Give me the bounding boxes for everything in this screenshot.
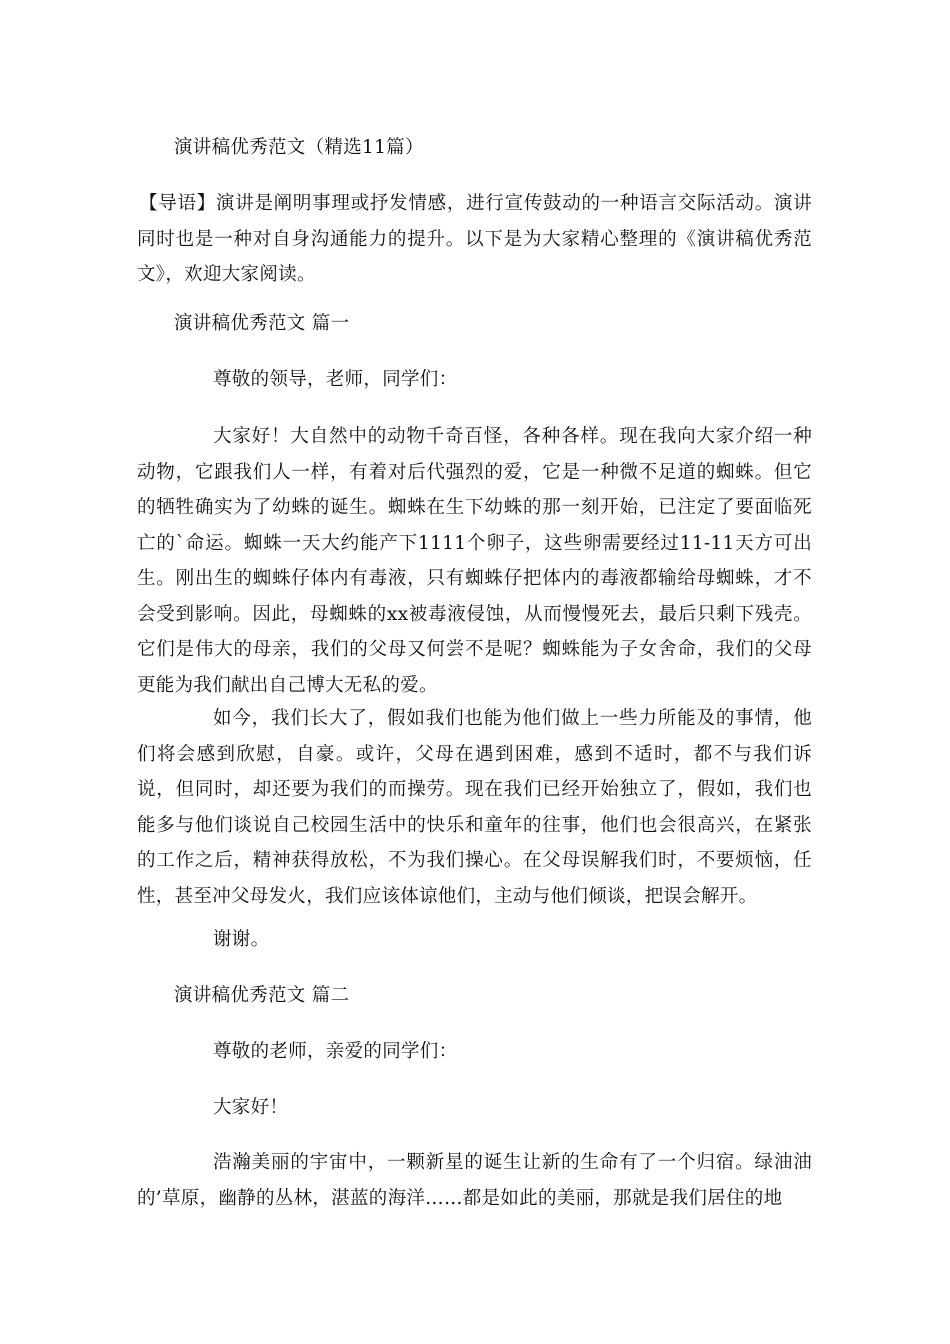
section1-closing: 谢谢。 <box>213 929 270 950</box>
section2-paragraph: 浩瀚美丽的宇宙中，一颗新星的诞生让新的生命有了一个归宿。绿油油的’草原，幽静的丛林，湛蓝的海洋……都是如此的美丽，那就是我们居住的地 <box>137 1152 812 1209</box>
document-title: 演讲稿优秀范文（精选11篇） <box>174 137 424 158</box>
section1-paragraph: 大家好！大自然中的动物千奇百怪，各种各样。现在我向大家介绍一种动物，它跟我们人一样，有着对后代强烈的爱，它是一种微不足道的蜘蛛。但它的牺牲确实为了幼蛛的诞生。蜘蛛在生下幼蛛的那一刻开始，已注定了要面临死亡的`命运。蜘蛛一天大约能产下1111个卵子，这些卵需要经过11-11天方可出生。刚出生的蜘蛛仔体内有毒液，只有蜘蛛仔把体内的毒液都输给母蜘蛛，才不会受到影响。因此，母蜘蛛的xx被毒液侵蚀，从而慢慢死去，最后只剩下残壳。它们是伟大的母亲，我们的父母又何尝不是呢？蜘蛛能为子女舍命，我们的父母更能为我们献出自己博大无私的爱。 <box>137 426 812 696</box>
section1-greeting: 尊敬的领导，老师，同学们： <box>213 369 458 390</box>
section2-opening: 大家好！ <box>213 1097 289 1118</box>
section1-heading: 演讲稿优秀范文 篇一 <box>174 313 350 334</box>
section2-heading: 演讲稿优秀范文 篇二 <box>174 985 350 1006</box>
intro-paragraph: 【导语】演讲是阐明事理或抒发情感，进行宣传鼓动的一种语言交际活动。演讲同时也是一种对自身沟通能力的提升。以下是为大家精心整理的《演讲稿优秀范文》，欢迎大家阅读。 <box>137 193 812 285</box>
section1-paragraph: 如今，我们长大了，假如我们也能为他们做上一些力所能及的事情，他们将会感到欣慰，自豪。或许，父母在遇到困难，感到不适时，都不与我们诉说，但同时，却还要为我们的而操劳。现在我们已经开始独立了，假如，我们也能多与他们谈说自己校园生活中的快乐和童年的往事，他们也会很高兴，在紧张的工作之后，精神获得放松，不为我们操心。在父母误解我们时，不要烦恼，任性，甚至冲父母发火，我们应该体谅他们，主动与他们倾谈，把误会解开。 <box>137 708 812 907</box>
section2-greeting: 尊敬的老师，亲爱的同学们： <box>213 1041 458 1062</box>
